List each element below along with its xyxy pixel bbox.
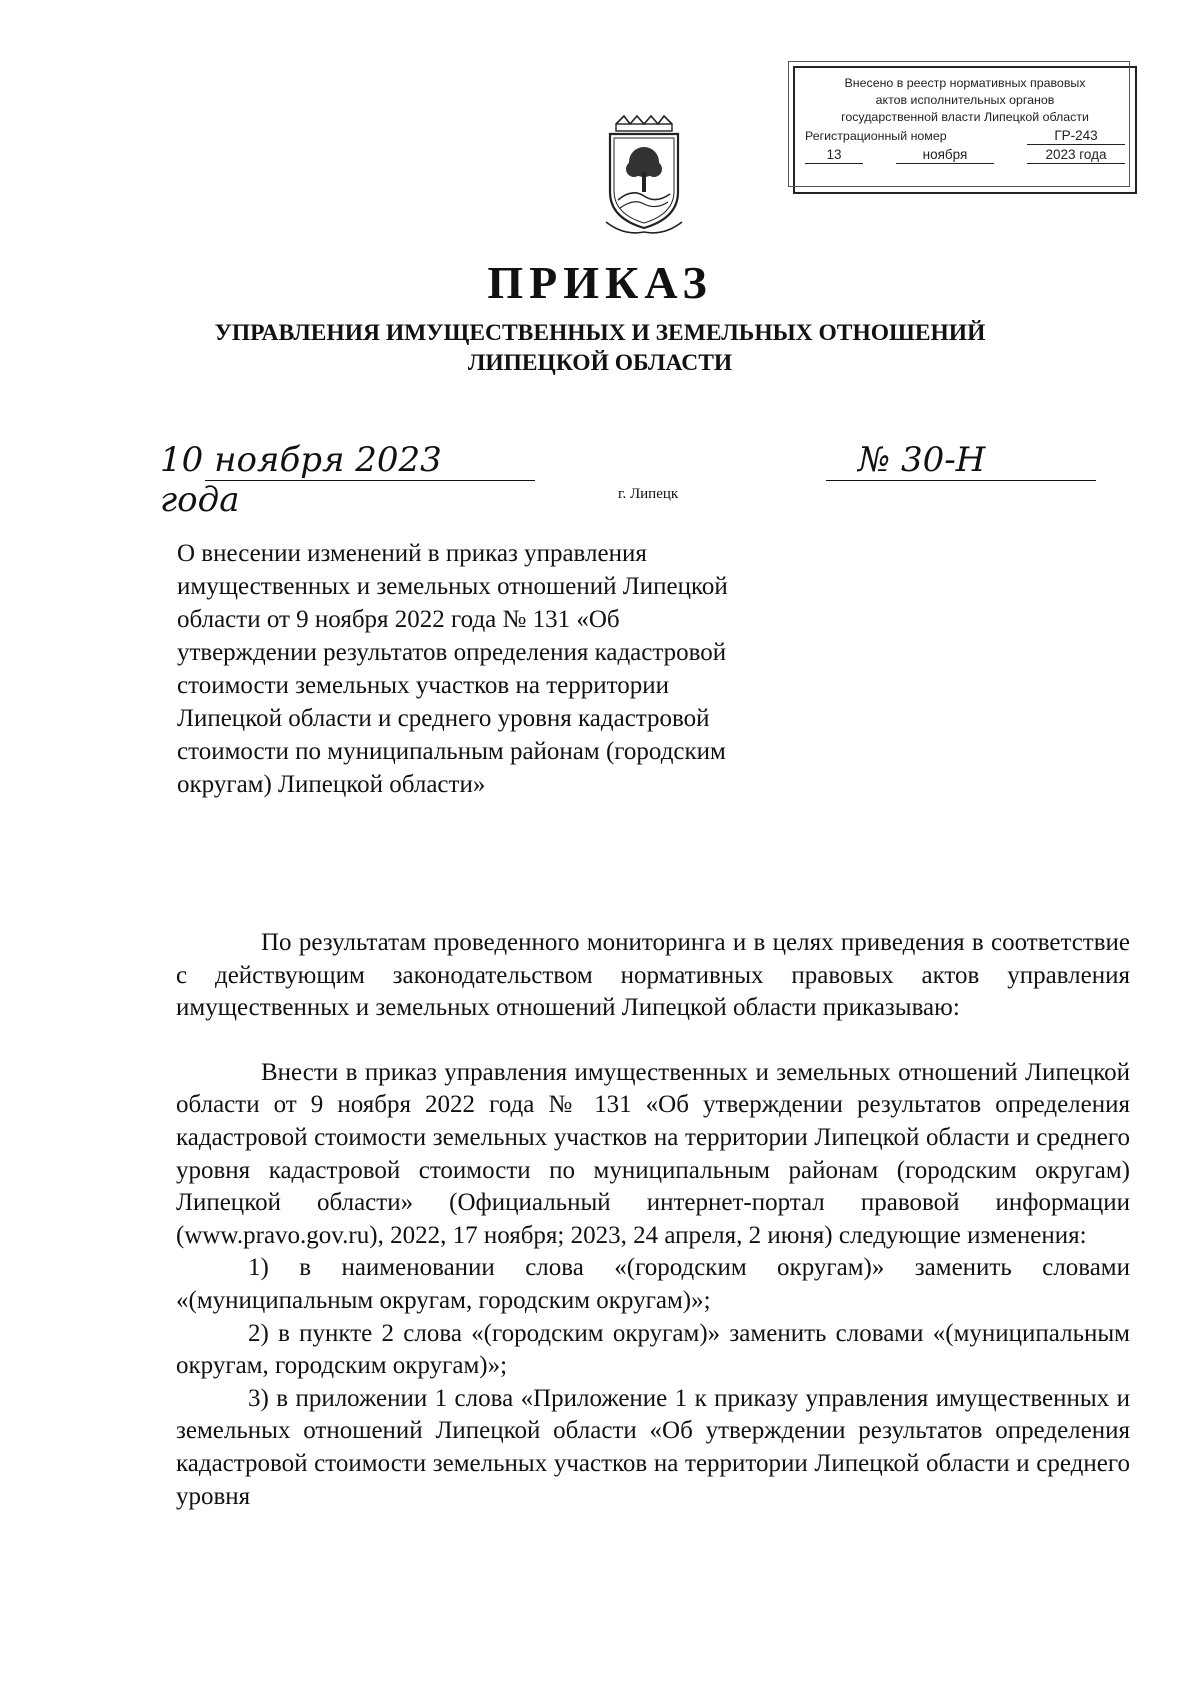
body-item-2: 2) в пункте 2 слова «(городским округам)» заменить словами «(муниципальным округам, городским округам)»; bbox=[176, 1319, 1130, 1380]
stamp-month: ноября bbox=[896, 146, 994, 164]
handwritten-date: 10 ноября 2023 года bbox=[160, 440, 442, 520]
stamp-reg-number: ГР-243 bbox=[1027, 127, 1125, 145]
page-title: ПРИКАЗ bbox=[487, 257, 713, 308]
stamp-reg-label: Регистрационный номер bbox=[805, 129, 947, 143]
order-heading: О внесении изменений в приказ управления имущественных и земельных отношений Липецкой области от 9 ноября 2022 года № 131 «Об утверждении результатов определения кадастровой стоимости земельных участков на территории Липецкой области и среднего уровня кадастровой стоимости по муниципальным районам (городским округам) Липецкой области» bbox=[177, 540, 728, 798]
stamp-day: 13 bbox=[805, 146, 863, 164]
handwritten-number: № 30-Н bbox=[858, 440, 986, 480]
body-item-3: 3) в приложении 1 слова «Приложение 1 к приказу управления имущественных и земельных отношений Липецкой области «Об утверждении результатов определения кадастровой стоимости земельных участков на территории Липецкой области и среднего уровня bbox=[176, 1384, 1130, 1510]
date-underline bbox=[205, 480, 535, 481]
subtitle-line-1: УПРАВЛЕНИЯ ИМУЩЕСТВЕННЫХ И ЗЕМЕЛЬНЫХ ОТНОШЕНИЙ bbox=[214, 320, 986, 346]
stamp-date-row bbox=[805, 146, 1125, 164]
city-label: г. Липецк bbox=[618, 486, 679, 502]
registry-stamp bbox=[793, 66, 1137, 194]
stamp-line-1: Внесено в реестр нормативных правовых bbox=[844, 76, 1086, 90]
stamp-reg-row bbox=[805, 127, 1125, 145]
stamp-line-3: государственной власти Липецкой области bbox=[841, 110, 1089, 124]
page-subtitle bbox=[0, 318, 1200, 378]
body-paragraph-2: Внести в приказ управления имущественных и земельных отношений Липецкой области от 9 ноября 2022 года № 131 «Об утверждении результатов определения кадастровой стоимости земельных участков на территории Липецкой области и среднего уровня кадастровой стоимости по муниципальным районам (городским округам) Липецкой области» (Официальный интернет-портал правовой информации (www.pravo.gov.ru), 2022, 17 ноября; 2023, 24 апреля, 2 июня) следующие изменения: bbox=[176, 1058, 1130, 1249]
number-underline bbox=[826, 480, 1096, 481]
subtitle-line-2: ЛИПЕЦКОЙ ОБЛАСТИ bbox=[467, 350, 733, 376]
order-body bbox=[176, 927, 1130, 1513]
body-paragraph-1: По результатам проведенного мониторинга и в целях приведения в соответствие с действующим законодательством нормативных правовых актов управления имущественных и земельных отношений Липецкой области приказываю: bbox=[176, 929, 1130, 1022]
body-item-1: 1) в наименовании слова «(городским округам)» заменить словами «(муниципальным округам, городским округам)»; bbox=[176, 1254, 1130, 1314]
stamp-line-2: актов исполнительных органов bbox=[875, 93, 1055, 107]
stamp-year: 2023 года bbox=[1027, 146, 1125, 164]
coat-of-arms-icon bbox=[604, 114, 684, 236]
